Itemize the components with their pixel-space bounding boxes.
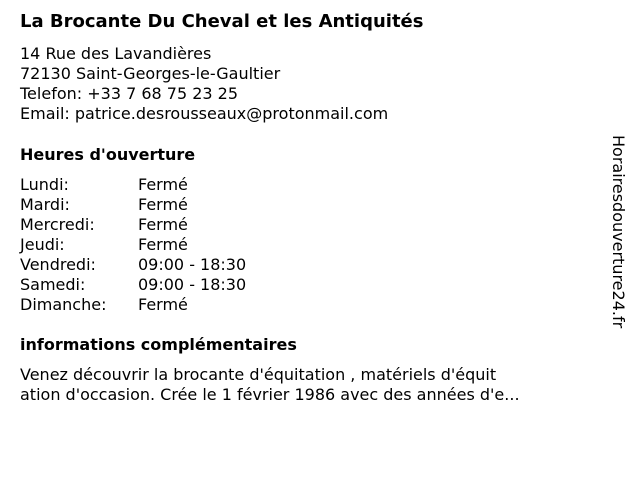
day-label: Jeudi:	[20, 235, 65, 254]
contact-block	[20, 44, 388, 124]
site-watermark: Horairesdouverture24.fr	[609, 135, 628, 329]
hours-row-monday	[20, 175, 246, 195]
hours-row-wednesday	[20, 215, 246, 235]
hours-row-saturday	[20, 275, 246, 295]
opening-hours-table	[20, 175, 246, 315]
phone-number: Telefon: +33 7 68 75 23 25	[20, 84, 239, 103]
additional-info-text	[20, 365, 520, 405]
hours-row-tuesday	[20, 195, 246, 215]
additional-info-heading: informations complémentaires	[20, 335, 297, 354]
day-hours: Fermé	[138, 235, 188, 254]
day-hours: 09:00 - 18:30	[138, 275, 247, 294]
hours-row-thursday	[20, 235, 246, 255]
day-hours: Fermé	[138, 295, 188, 314]
hours-row-sunday	[20, 295, 246, 315]
day-hours: Fermé	[138, 195, 188, 214]
info-line: ation d'occasion. Crée le 1 février 1986 avec des années d'e...	[20, 385, 520, 404]
day-label: Mercredi:	[20, 215, 95, 234]
day-label: Samedi:	[20, 275, 86, 294]
street-address: 14 Rue des Lavandières	[20, 44, 212, 63]
business-name: La Brocante Du Cheval et les Antiquités	[20, 11, 424, 32]
hours-row-friday	[20, 255, 246, 275]
city-postcode: 72130 Saint-Georges-le-Gaultier	[20, 64, 281, 83]
day-label: Vendredi:	[20, 255, 96, 274]
day-hours: Fermé	[138, 175, 188, 194]
info-line: Venez découvrir la brocante d'équitation , matériels d'équit	[20, 365, 497, 384]
day-label: Lundi:	[20, 175, 69, 194]
day-label: Dimanche:	[20, 295, 107, 314]
day-hours: Fermé	[138, 215, 188, 234]
opening-hours-heading: Heures d'ouverture	[20, 145, 196, 164]
day-hours: 09:00 - 18:30	[138, 255, 247, 274]
email-address: Email: patrice.desrousseaux@protonmail.com	[20, 104, 389, 123]
day-label: Mardi:	[20, 195, 70, 214]
